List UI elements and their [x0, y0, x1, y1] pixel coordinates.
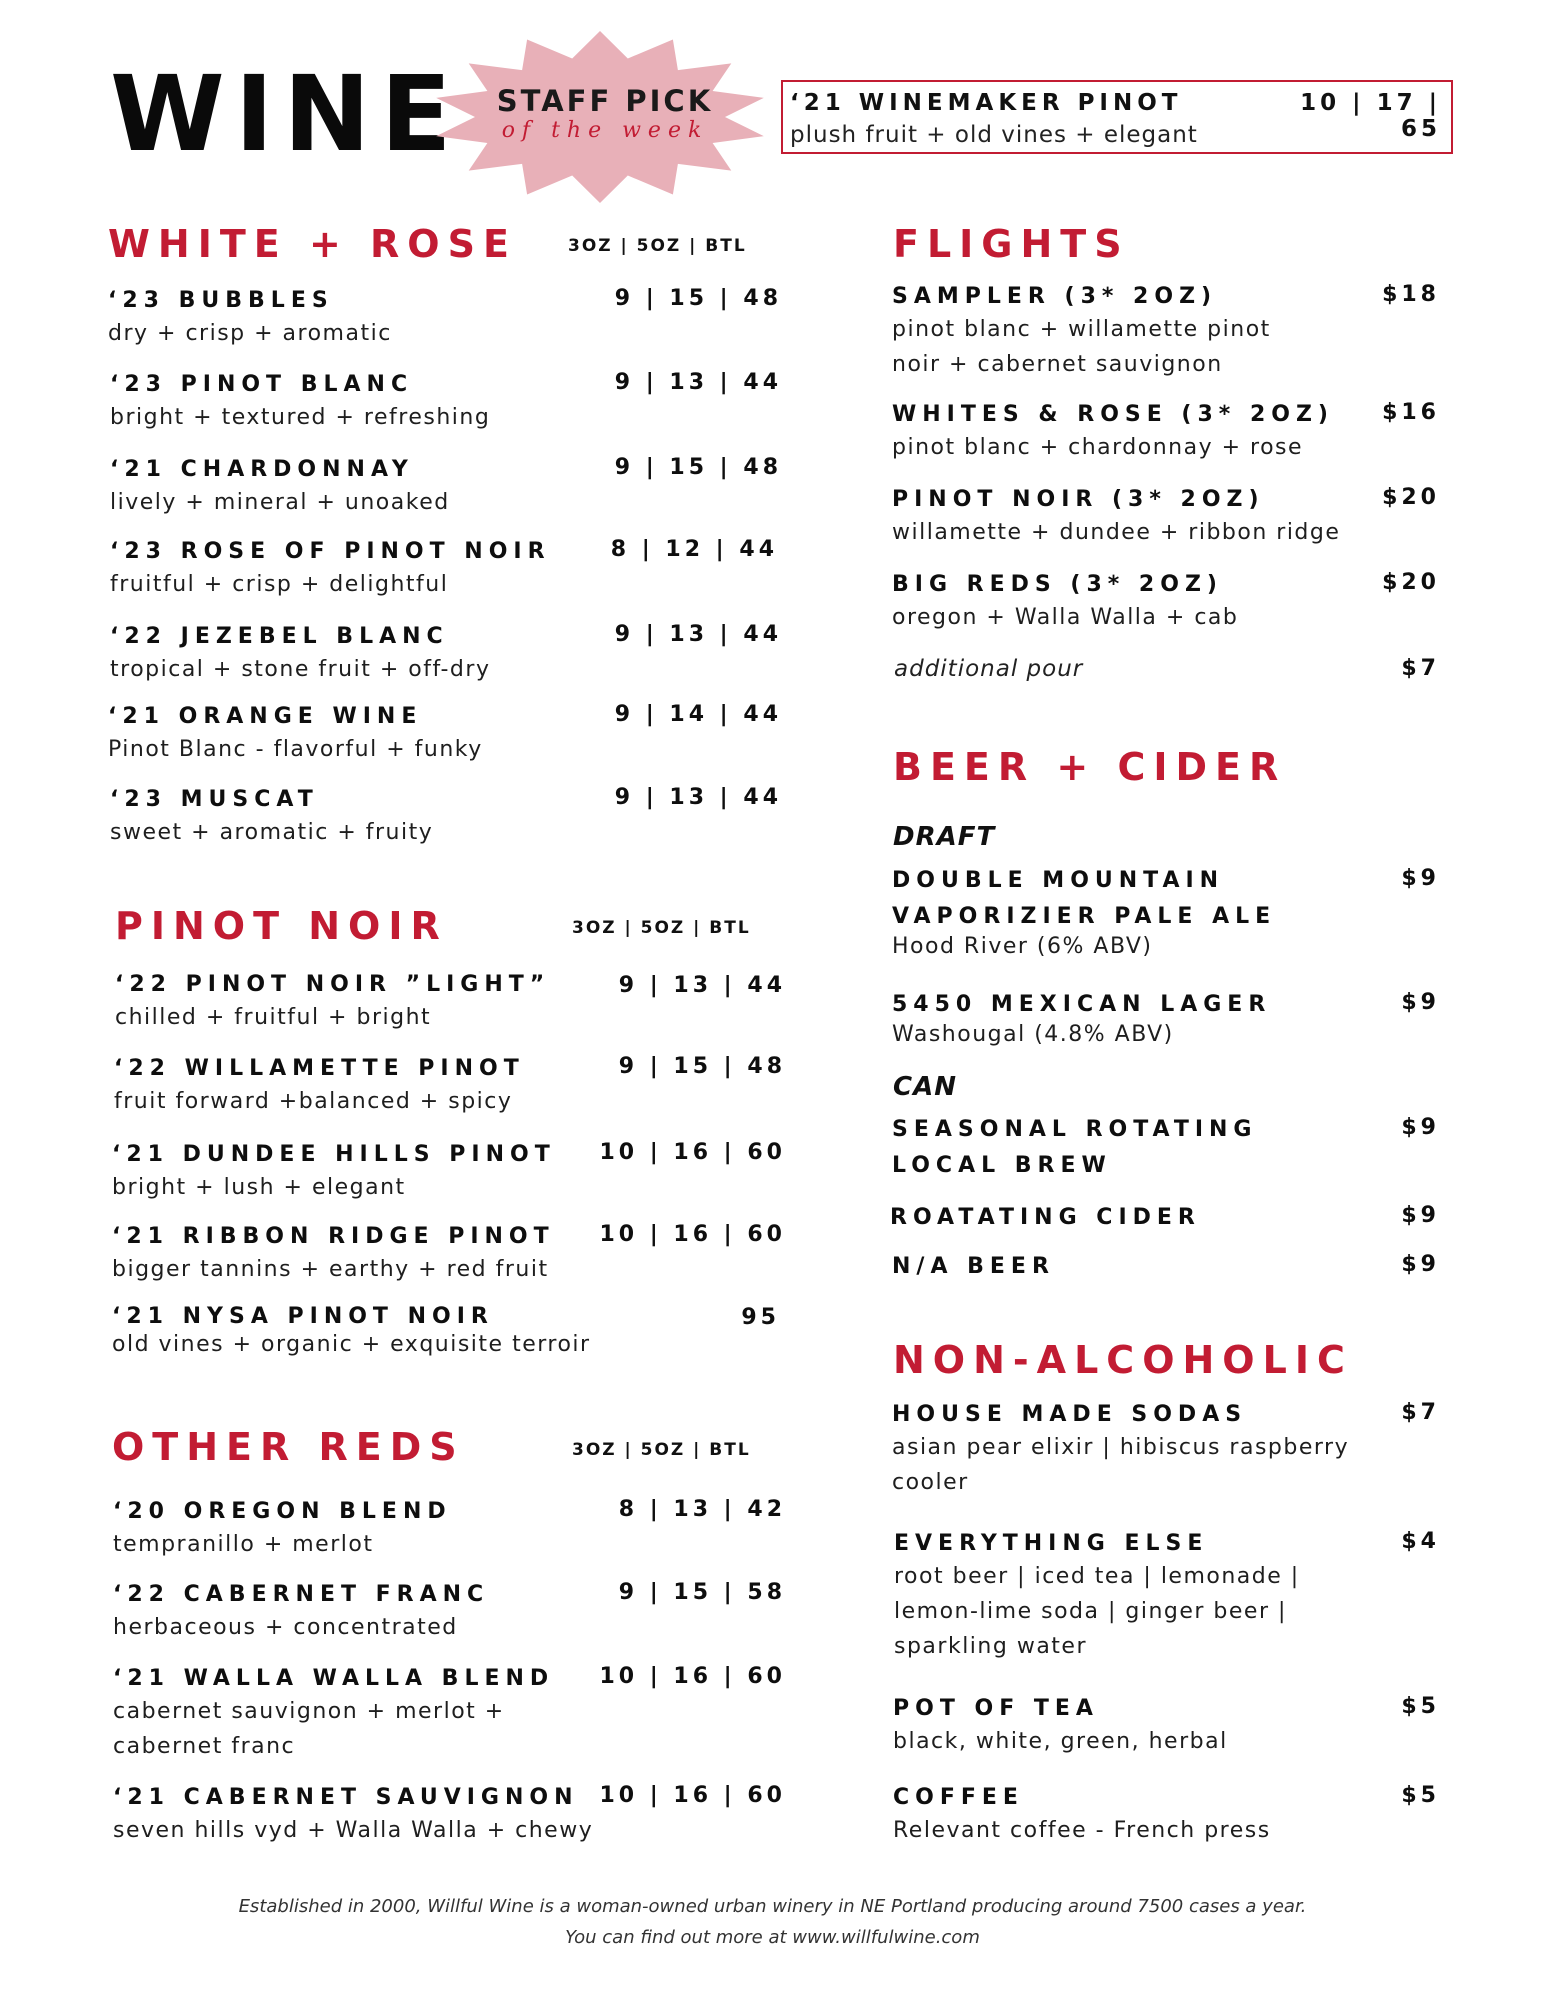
section-title-pinot-noir: PINOT NOIR: [115, 904, 448, 948]
item-name: SEASONAL ROTATING: [892, 1117, 1258, 1142]
item-description: Pinot Blanc - flavorful + funky: [108, 737, 483, 762]
item-description: pinot blanc + chardonnay + rose: [892, 435, 1304, 460]
item-name: ‘21 RIBBON RIDGE PINOT: [112, 1224, 555, 1249]
item-name: 5450 MEXICAN LAGER: [892, 992, 1272, 1017]
item-name: EVERYTHING ELSE: [894, 1531, 1209, 1556]
item-name: ‘22 WILLAMETTE PINOT: [114, 1056, 525, 1081]
item-description: old vines + organic + exquisite terroir: [112, 1332, 591, 1357]
item-description: asian pear elixir | hibiscus raspberry: [892, 1435, 1350, 1460]
item-description: fruit forward +balanced + spicy: [114, 1089, 513, 1114]
item-name: ‘23 BUBBLES: [108, 288, 334, 313]
menu-item: [892, 570, 1238, 635]
can-subheading: CAN: [893, 1072, 957, 1102]
menu-item: [113, 1664, 554, 1764]
item-price: 9 | 13 | 44: [614, 785, 782, 810]
item-price: $20: [1382, 570, 1440, 595]
menu-item: [892, 1115, 1257, 1181]
item-description: seven hills vyd + Walla Walla + chewy: [113, 1818, 594, 1843]
item-description: bright + textured + refreshing: [110, 405, 491, 430]
item-price: $4: [1401, 1529, 1440, 1554]
item-name: ‘21 CHARDONNAY: [110, 457, 414, 482]
menu-item: [110, 455, 450, 520]
item-name: WHITES & ROSE (3* 2OZ): [892, 402, 1334, 427]
menu-item: [893, 1783, 1271, 1848]
item-description: black, white, green, herbal: [893, 1729, 1228, 1754]
menu-item: [892, 990, 1271, 1050]
item-description-line2: cabernet franc: [113, 1734, 296, 1759]
item-name: ‘22 CABERNET FRANC: [113, 1582, 490, 1607]
item-description: tropical + stone fruit + off-dry: [110, 657, 491, 682]
item-name: DOUBLE MOUNTAIN: [892, 868, 1225, 893]
staff-pick-description: plush fruit + old vines + elegant: [790, 122, 1198, 148]
item-price: $9: [1401, 1115, 1440, 1140]
item-price: 95: [741, 1305, 780, 1330]
item-price: $9: [1401, 866, 1440, 891]
item-price: $9: [1401, 1252, 1440, 1277]
item-price: 9 | 15 | 48: [614, 286, 782, 311]
item-price: $9: [1401, 990, 1440, 1015]
item-name: ROATATING CIDER: [890, 1205, 1201, 1230]
menu-item: [108, 286, 392, 351]
menu-item: [112, 1140, 556, 1205]
footer-website-text: You can find out more at www.willfulwine.com: [565, 1927, 980, 1948]
item-description-line3: sparkling water: [894, 1634, 1087, 1659]
item-price: 9 | 14 | 44: [614, 702, 782, 727]
menu-item: [110, 370, 490, 435]
column-header-white-rose: 3OZ | 5OZ | BTL: [568, 236, 747, 256]
item-name: HOUSE MADE SODAS: [892, 1402, 1248, 1427]
item-name: ‘21 DUNDEE HILLS PINOT: [112, 1142, 556, 1167]
item-name: ‘23 MUSCAT: [110, 787, 319, 812]
menu-item: [890, 1203, 1201, 1233]
section-title-white-rose: WHITE + ROSE: [108, 222, 517, 266]
item-name: COFFEE: [893, 1785, 1024, 1810]
menu-item: [113, 1783, 593, 1848]
item-price: 10 | 16 | 60: [599, 1222, 786, 1247]
item-name: ‘21 CABERNET SAUVIGNON: [113, 1785, 579, 1810]
menu-item: [892, 400, 1334, 465]
column-header-pinot-noir: 3OZ | 5OZ | BTL: [572, 918, 751, 938]
item-price: 9 | 13 | 44: [614, 622, 782, 647]
item-description: pinot blanc + willamette pinot: [892, 317, 1271, 342]
item-price: 10 | 16 | 60: [599, 1140, 786, 1165]
item-description-line2: cooler: [892, 1470, 969, 1495]
staff-pick-wine-name: ‘21 WINEMAKER PINOT: [790, 90, 1183, 116]
menu-item: [892, 485, 1340, 550]
item-description: dry + crisp + aromatic: [108, 321, 392, 346]
item-description-line2: noir + cabernet sauvignon: [892, 352, 1223, 377]
menu-item: [110, 785, 433, 850]
item-price: 9 | 13 | 44: [614, 370, 782, 395]
item-description: chilled + fruitful + bright: [115, 1005, 432, 1030]
item-price: $18: [1382, 282, 1440, 307]
item-description: oregon + Walla Walla + cab: [892, 605, 1239, 630]
item-description: cabernet sauvignon + merlot +: [113, 1699, 505, 1724]
menu-item: [114, 1054, 525, 1119]
item-name: PINOT NOIR (3* 2OZ): [892, 487, 1265, 512]
item-name: ‘21 NYSA PINOT NOIR: [112, 1304, 494, 1329]
menu-item: [112, 1222, 555, 1287]
item-description: Hood River (6% ABV): [892, 934, 1153, 959]
page-title: WINE: [110, 53, 462, 175]
item-description: tempranillo + merlot: [113, 1532, 374, 1557]
item-description: bigger tannins + earthy + red fruit: [112, 1257, 549, 1282]
item-price: $7: [1401, 1400, 1440, 1425]
item-price: 9 | 15 | 58: [618, 1580, 786, 1605]
menu-item: [115, 970, 550, 1035]
item-description-line2: lemon-lime soda | ginger beer |: [894, 1599, 1287, 1624]
item-name: ‘20 OREGON BLEND: [113, 1499, 452, 1524]
item-name: N/A BEER: [892, 1254, 1055, 1279]
item-name: POT OF TEA: [893, 1696, 1099, 1721]
section-title-beer-cider: BEER + CIDER: [893, 745, 1287, 789]
menu-item: [112, 1302, 591, 1358]
item-description: Relevant coffee - French press: [893, 1818, 1271, 1843]
menu-item: [113, 1497, 452, 1562]
item-description: Washougal (4.8% ABV): [892, 1022, 1174, 1047]
item-name: BIG REDS (3* 2OZ): [892, 572, 1223, 597]
item-name: SAMPLER (3* 2OZ): [892, 284, 1218, 309]
item-price: 9 | 15 | 48: [614, 455, 782, 480]
item-price: 10 | 16 | 60: [599, 1664, 786, 1689]
item-price: $16: [1382, 400, 1440, 425]
item-description: fruitful + crisp + delightful: [110, 572, 449, 597]
footer-about-text: Established in 2000, Willful Wine is a woman-owned urban winery in NE Portland producing around 7500 cases a year.: [238, 1896, 1307, 1917]
additional-pour-label: additional pour: [894, 656, 1084, 682]
item-price: 9 | 13 | 44: [618, 973, 786, 998]
menu-item: [108, 702, 483, 767]
item-price: $5: [1401, 1783, 1440, 1808]
section-title-non-alcoholic: NON-ALCOHOLIC: [893, 1338, 1353, 1382]
menu-item: [110, 537, 551, 602]
staff-pick-price: 10 | 17 | 65: [1300, 90, 1441, 142]
item-name: ‘21 WALLA WALLA BLEND: [113, 1666, 555, 1691]
item-name: ‘23 PINOT BLANC: [110, 372, 414, 397]
item-price: $9: [1401, 1203, 1440, 1228]
section-title-other-reds: OTHER REDS: [112, 1425, 465, 1469]
item-description: root beer | iced tea | lemonade |: [894, 1564, 1300, 1589]
menu-item: [110, 622, 490, 687]
menu-item: [892, 1252, 1055, 1282]
item-description: lively + mineral + unoaked: [110, 490, 450, 515]
item-name: ‘22 PINOT NOIR ”LIGHT”: [115, 972, 551, 997]
item-description: herbaceous + concentrated: [113, 1615, 458, 1640]
item-name-line2: LOCAL BREW: [892, 1153, 1112, 1178]
menu-item: [892, 1400, 1349, 1500]
menu-item: [894, 1529, 1300, 1664]
item-name: ‘22 JEZEBEL BLANC: [110, 624, 449, 649]
staff-pick-title: STAFF PICK: [496, 84, 714, 118]
additional-pour-price: $7: [1401, 656, 1440, 681]
item-description: sweet + aromatic + fruity: [110, 820, 434, 845]
item-name-line2: VAPORIZIER PALE ALE: [892, 904, 1277, 929]
menu-item: [892, 282, 1271, 382]
draft-subheading: DRAFT: [893, 822, 996, 852]
item-name: ‘21 ORANGE WINE: [108, 704, 423, 729]
menu-item: [893, 1694, 1228, 1759]
item-description: bright + lush + elegant: [112, 1175, 406, 1200]
item-price: 10 | 16 | 60: [599, 1783, 786, 1808]
item-description: willamette + dundee + ribbon ridge: [892, 520, 1341, 545]
item-price: $20: [1382, 485, 1440, 510]
item-price: 8 | 12 | 44: [610, 537, 778, 562]
item-name: ‘23 ROSE OF PINOT NOIR: [110, 539, 551, 564]
item-price: 8 | 13 | 42: [618, 1497, 786, 1522]
column-header-other-reds: 3OZ | 5OZ | BTL: [572, 1440, 751, 1460]
item-price: 9 | 15 | 48: [618, 1054, 786, 1079]
staff-pick-subtitle: of the week: [501, 118, 709, 143]
menu-item: [113, 1580, 489, 1645]
section-title-flights: FLIGHTS: [893, 222, 1130, 266]
item-price: $5: [1401, 1694, 1440, 1719]
menu-item: [892, 866, 1276, 962]
